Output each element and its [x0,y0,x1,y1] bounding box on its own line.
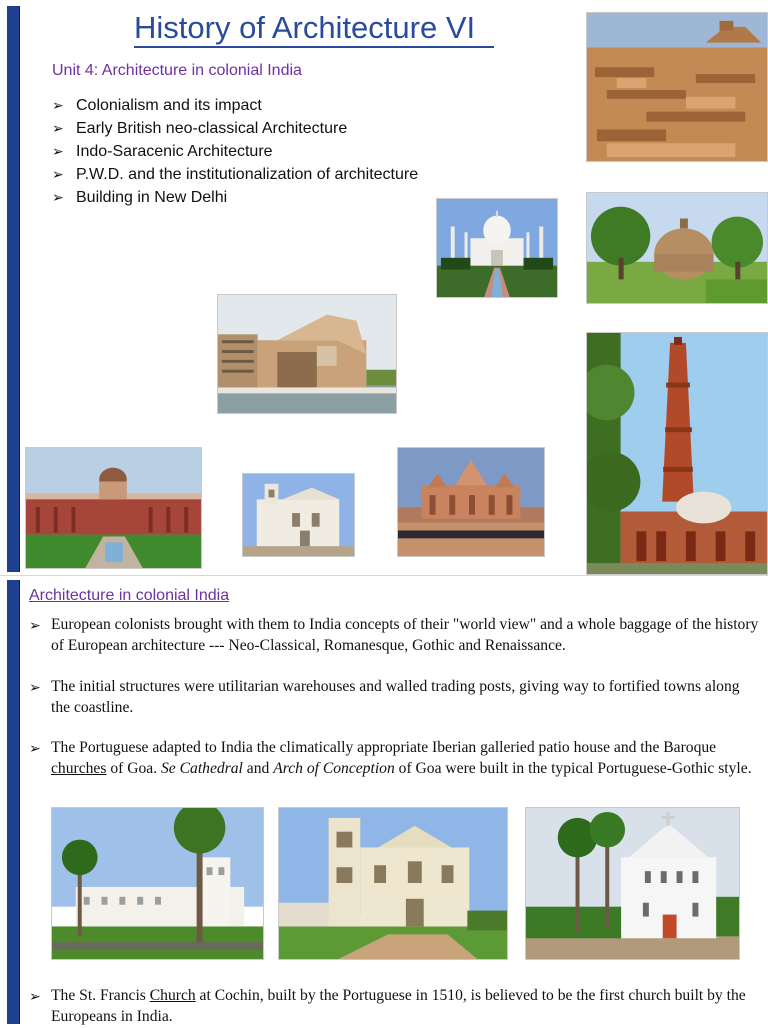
section-heading: Architecture in colonial India [29,587,230,604]
topic-text: Colonialism and its impact [76,97,262,114]
bullet-paragraph-3 [29,738,759,780]
section-divider [0,575,768,576]
topic-list [52,94,418,209]
topic-item [52,186,418,209]
topic-item [52,94,418,117]
bullet-paragraph-1 [29,615,759,657]
arrow-bullet-icon: ➢ [29,988,41,1004]
unit-heading: Unit 4: Architecture in colonial India [52,62,302,79]
paragraph-text: European colonists brought with them to India concepts of their "world view" and a whole baggage of the history of European architecture --- Neo-Classical, Romanesque, Gothic and Renaissance. [51,616,759,654]
paragraph-text: The Portuguese adapted to India the climatically appropriate Iberian galleried patio house and the Baroque churches of Goa. Se Cathedral and Arch of Conception of Goa were built in the typical Portuguese-Gothic style. [51,739,752,777]
paragraph-text: The initial structures were utilitarian warehouses and walled trading posts, giving way to fortified towns along the coastline. [51,678,740,716]
topic-item [52,117,418,140]
topic-text: P.W.D. and the institutionalization of architecture [76,166,419,183]
topic-item [52,163,418,186]
topic-text: Early British neo-classical Architecture [76,120,348,137]
photo-rashtrapati-bhavan [25,447,202,569]
photo-mohenjodaro-ruins [586,12,768,162]
page-title: History of Architecture VI [134,10,476,45]
bullet-paragraph-4 [29,986,759,1028]
photo-qutub-minar [586,332,768,575]
topic-item [52,140,418,163]
arrow-bullet-icon: ➢ [52,189,64,205]
arrow-bullet-icon: ➢ [29,679,41,695]
arch-of-conception-text: Arch of Conception [273,759,395,777]
photo-st-francis-church-cochin [525,807,740,960]
title-underline [134,46,494,48]
photo-akshardham [397,447,545,557]
paragraph-text: The St. Francis Church at Cochin, built by the Portuguese in 1510, is believed to be the first church built by the Europeans in India. [51,987,746,1025]
photo-goa-church-small [242,473,355,557]
arrow-bullet-icon: ➢ [29,740,41,756]
arrow-bullet-icon: ➢ [29,617,41,633]
church-link-text: Church [149,987,196,1004]
arrow-bullet-icon: ➢ [52,166,64,182]
photo-goa-colonial-building [51,807,264,960]
left-accent-bar-bottom [7,580,20,1024]
churches-link-text: churches [51,759,107,777]
topic-text: Building in New Delhi [76,189,228,206]
topic-text: Indo-Saracenic Architecture [76,143,273,160]
arrow-bullet-icon: ➢ [52,143,64,159]
se-cathedral-text: Se Cathedral [161,759,243,777]
bullet-paragraph-2 [29,677,759,719]
photo-sanchi-stupa [586,192,768,304]
photo-chandigarh-assembly [217,294,397,414]
arrow-bullet-icon: ➢ [52,120,64,136]
arrow-bullet-icon: ➢ [52,97,64,113]
photo-se-cathedral-goa [278,807,508,960]
left-accent-bar-top [7,6,20,572]
photo-taj-mahal [436,198,558,298]
